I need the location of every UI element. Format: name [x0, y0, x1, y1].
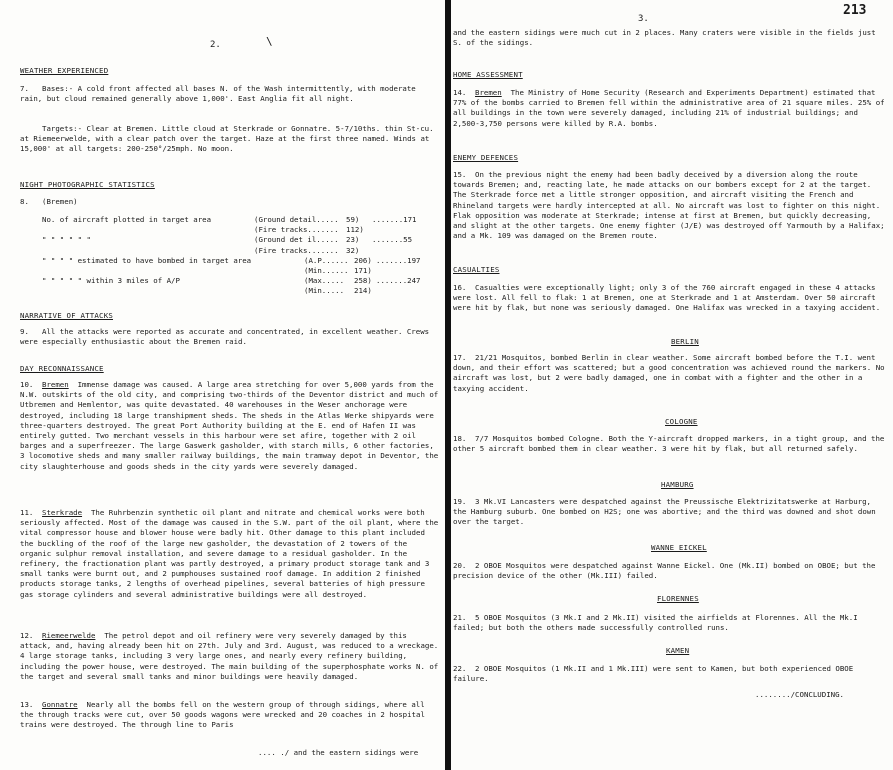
continuation-note: .... ./ and the eastern sidings were: [258, 748, 419, 757]
table-row: " " " " " " (Ground det il..... 23) .......55: [42, 235, 413, 245]
subject-label: Gonnatre: [42, 700, 78, 709]
target-city: (Bremen): [42, 197, 78, 206]
berlin-heading: BERLIN: [671, 337, 699, 346]
hamburg-heading: HAMBURG: [661, 480, 694, 489]
para-number: 12.: [20, 631, 34, 640]
florennes-heading: FLORENNES: [657, 594, 699, 603]
paragraph-text: 21/21 Mosquitos, bombed Berlin in clear weather. Some aircraft bombed before the T.I. went down, and their effort was scattered; but a good concentration was achieved round the markers. No aircraft was lost, but 2 were badly damaged, one in combat with a fighter and the other in a taxying accident.: [453, 353, 885, 393]
cologne-paragraph: [453, 434, 887, 454]
photo-stats-table: [42, 215, 442, 297]
para-number: 8.: [20, 197, 29, 206]
day-recon-heading: DAY RECONNAISSANCE: [20, 364, 104, 373]
end-mark: ......../CONCLUDING.: [755, 690, 844, 699]
weather-text: Bases:- A cold front affected all bases N. of the Wash intermittently, with moderate rain, but cloud remained generally above 1,000'. East Anglia fit all night.: [20, 84, 416, 104]
narrative-heading: NARRATIVE OF ATTACKS: [20, 311, 113, 320]
paragraph-text: Casualties were exceptionally light; only 3 of the 760 aircraft engaged in these 4 attacks were lost. All fell to flak: 1 at Bremen, one at Sterkrade and 1 at Amsterdam. Over 50 aircraft were hit by flak, but none was seriously damaged. One Halifax was wrecked in a taxying accident.: [453, 283, 881, 313]
para-number: 11.: [20, 508, 34, 517]
casualties-paragraph: [453, 283, 887, 314]
paragraph-text: 5 OBOE Mosquitos (3 Mk.I and 2 Mk.II) visited the airfields at Florennes. All the Mk.I failed; but both the others made successfully controlled runs.: [453, 613, 858, 633]
cologne-heading: COLOGNE: [665, 417, 698, 426]
para-number: 7.: [20, 84, 29, 93]
paragraph-text: The Ruhrbenzin synthetic oil plant and nitrate and chemical works were both seriously affected. Most of the damage was caused in the S.W. part of the oil plant, where the vital compressor house and blower house were badly hit. Other damage to this plant included the buckling of the roof of the large new gasholder, the devastation of 2 towers of the organic sulphur removal installation, and severe damage to a residual gasholder. In the refinery, the fractionation plant was partly destroyed, a primary product storage tank and 3 small tanks were burnt out, and 2 pumphouses sustained roof damage. In addition 2 finished products storage tanks, 2 lengths of overhead pipelines, several batteries of high pressure gas storage cylinders and several administrative buildings were all destroyed.: [20, 508, 439, 599]
table-row: (Fire tracks....... 32): [254, 245, 360, 255]
weather-heading: WEATHER EXPERIENCED: [20, 66, 109, 75]
subject-label: Sterkrade: [42, 508, 83, 517]
para-number: 15.: [453, 170, 467, 179]
sterkrade-damage-paragraph: [20, 508, 442, 600]
paragraph-text: Immense damage was caused. A large area stretching for over 5,000 yards from the N.W. outskirts of the old city, and comprising two-thirds of the Deventor district and much of Utbremen and Hemlentor, was quite devastated. 40 warehouses in the Weser anchorage were destroyed, including 18 large transhipment sheds. The sheds in the Atlas Werke shipyards were three-quarters destroyed. The great Port Authority building at the E. end of Hafen II was entirely gutted. Two merchant vessels in this harbour were set afire, together with 2 oil barges and a superfreezer. The large Gaswerk gasholder, with starch mills, 6 other factories, 3 locomotive sheds and many smaller railway buildings, the main tramway depot in Deventor, the city slaughterhouse and goods sheds in the city yards were severely damaged.: [20, 380, 439, 471]
para-number: 14.: [453, 88, 467, 97]
subject-label: Riemeerwelde: [42, 631, 96, 640]
carryover-paragraph: and the eastern sidings were much cut in 2 places. Many craters were visible in the fields just S. of the sidings.: [453, 28, 876, 48]
paragraph-text: 2 OBOE Mosquitos (1 Mk.II and 1 Mk.III) were sent to Kamen, but both experienced OBOE failure.: [453, 664, 854, 684]
wanne-eickel-paragraph: [453, 561, 887, 581]
casualties-heading: CASUALTIES: [453, 265, 500, 274]
kamen-heading: KAMEN: [666, 646, 690, 655]
home-assessment-heading: HOME ASSESSMENT: [453, 70, 523, 79]
para-number: 17.: [453, 353, 467, 362]
narrative-text: All the attacks were reported as accurate and concentrated, in excellent weather. Crews were especially enthusiastic about the Bremen raid.: [20, 327, 430, 347]
paragraph-text: 3 Mk.VI Lancasters were despatched against the Preussische Elektrizitatswerke at Harburg, the Hamburg suburb. One bombed on H2S; one was abortive; and the third was downed and shot down over the target.: [453, 497, 876, 527]
kamen-paragraph: [453, 664, 887, 684]
page-number: 2.: [210, 40, 221, 50]
page-number: 3.: [638, 14, 649, 24]
florennes-paragraph: [453, 613, 887, 633]
paragraph-text: The Ministry of Home Security (Research and Experiments Department) estimated that 77% of the bombs carried to Bremen fell within the administrative area of 21 square miles. 25% of all buildings in the town were severely damaged, including 21% of industrial buildings; and 2,500-3,750 persons were killed by R.A. bombs.: [453, 88, 885, 128]
para-number: 9.: [20, 327, 29, 336]
table-row: No. of aircraft plotted in target area (Ground detail..... 59) .......171: [42, 215, 417, 224]
subject-label: Bremen: [42, 380, 69, 389]
enemy-defences-heading: ENEMY DEFENCES: [453, 153, 519, 162]
paragraph-text: The petrol depot and oil refinery were very severely damaged by this attack, and, having already been hit on 27th. July and 3rd. August, was reduced to a wreckage. 4 large storage tanks, including 3 very large ones, and nearly every refinery building, including the power house, were destroyed. The main building of the superphosphate works N. of the target and several small tanks and minor buildings were heavily damaged.: [20, 631, 439, 681]
para-number: 18.: [453, 434, 467, 443]
narrative-paragraph: [20, 327, 440, 347]
paragraph-text: On the previous night the enemy had been badly deceived by a diversion along the route towards Bremen; and, reacting late, he made attacks on our bombers except for 2 at the target. The Sterkrade force met a little stronger opposition, and aircraft visiting the French and Rhineland targets were hardly intercepted at all. No aircraft was lost to fighter on this night. Flak opposition was moderate at Sterkrade; intense at first at Bremen, but quickly decreasing, and slight at the other targets. One enemy fighter (J/E) was destroyed off Yarmouth by a Halifax; and a Mk. 109 was damaged on the Bremen route.: [453, 170, 885, 241]
targets-paragraph: Targets:- Clear at Bremen. Little cloud at Sterkrade or Gonnatre. 5-7/10ths. thin St-cu. at Riemeerwelde, with a clear patch over the target. Haze at the first three named. Winds at 15,000' at all targets: 200-250°/25mph. No moon.: [20, 124, 434, 154]
night-photo-para: [20, 197, 78, 207]
table-row: (Min..... 214): [304, 286, 372, 296]
left-page: [0, 0, 445, 770]
table-row: " " " " estimated to have bombed in target area (A.P...... 206) .......197: [42, 255, 421, 265]
para-number: 13.: [20, 700, 34, 709]
archive-page-number: 213: [843, 3, 867, 18]
right-page: [451, 0, 893, 770]
bremen-damage-paragraph: [20, 380, 442, 472]
para-number: 19.: [453, 497, 467, 506]
weather-paragraph: [20, 84, 440, 104]
berlin-paragraph: [453, 353, 887, 394]
night-photo-heading: NIGHT PHOTOGRAPHIC STATISTICS: [20, 180, 155, 189]
hamburg-paragraph: [453, 497, 887, 528]
table-row: (Fire tracks....... 112): [254, 225, 364, 235]
subject-label: Bremen: [475, 88, 502, 97]
home-assessment-paragraph: [453, 88, 887, 129]
paragraph-text: 7/7 Mosquitos bombed Cologne. Both the Y-aircraft dropped markers, in a tight group, and the other 5 aircraft bombed them in clear weather. 3 were hit by flak, but all returned safely.: [453, 434, 885, 454]
paragraph-text: 2 OBOE Mosquitos were despatched against Wanne Eickel. One (Mk.II) bombed on OBOE; but the precision device of the other (Mk.III) failed.: [453, 561, 876, 581]
gonnatre-damage-paragraph: [20, 700, 442, 731]
para-number: 22.: [453, 664, 467, 673]
enemy-defences-paragraph: [453, 170, 887, 241]
para-number: 21.: [453, 613, 467, 622]
wanne-eickel-heading: WANNE EICKEL: [651, 543, 707, 552]
paragraph-text: Nearly all the bombs fell on the western group of through sidings, where all the through tracks were cut, over 50 goods wagons were wrecked and 20 coaches in 2 hospital trains were destroyed. The through line to Paris: [20, 700, 425, 730]
table-row: " " " " " within 3 miles of A/P (Max..... 258) .......247: [42, 276, 421, 286]
para-number: 20.: [453, 561, 467, 570]
para-number: 16.: [453, 283, 467, 292]
para-number: 10.: [20, 380, 34, 389]
pen-mark: \: [266, 35, 273, 48]
table-row: (Min...... 171): [304, 265, 372, 275]
riemeerwelde-damage-paragraph: [20, 631, 442, 682]
